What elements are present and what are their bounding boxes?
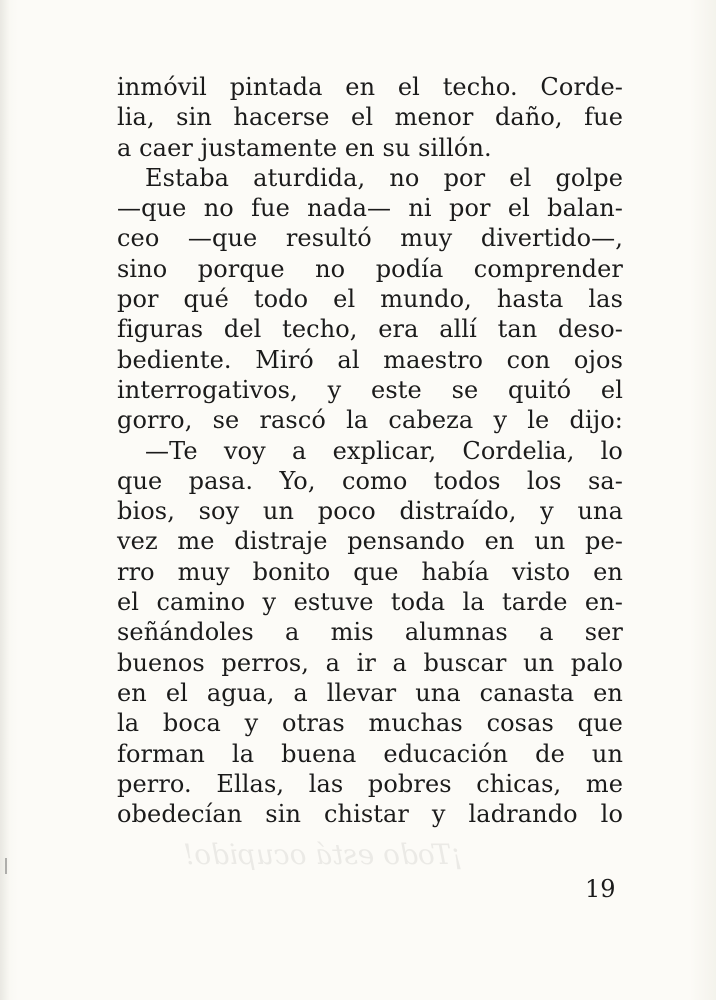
text-line: figuras del techo, era allí tan deso- [117,315,623,344]
text-line: Estaba aturdida, no por el golpe [145,163,623,192]
text-line: en el agua, a llevar una canasta en [117,678,623,707]
text-line: inmóvil pintada en el techo. Corde- [117,73,623,101]
text-line: ceo —que resultó muy divertido—, [117,224,623,253]
text-line: forman la buena educación de un [117,739,623,768]
text-line: —que no fue nada— ni por el balan- [117,194,623,223]
body-text [117,72,623,829]
text-line: señándoles a mis alumnas a ser [117,618,623,647]
edge-mark [5,858,7,874]
text-line: gorro, se rascó la cabeza y le dijo: [117,406,623,435]
text-line: que pasa. Yo, como todos los sa- [117,466,623,495]
text-line: —Te voy a explicar, Cordelia, lo [145,436,623,465]
text-line: el camino y estuve toda la tarde en- [117,588,623,617]
text-line: buenos perros, a ir a buscar un palo [117,648,623,677]
text-line: bediente. Miró al maestro con ojos [117,345,623,374]
text-line: sino porque no podía comprender [117,254,623,283]
text-line: por qué todo el mundo, hasta las [117,285,623,314]
text-line: bios, soy un poco distraído, y una [117,497,623,526]
text-line: lia, sin hacerse el menor daño, fue [117,103,623,132]
spine-shadow [0,0,10,1000]
text-line: vez me distraje pensando en un pe- [117,527,623,556]
page-number: 19 [585,875,616,903]
text-line: obedecían sin chistar y ladrando lo [117,800,623,829]
text-line: a caer justamente en su sillón. [117,133,492,162]
text-line: perro. Ellas, las pobres chicas, me [117,769,623,798]
text-line: interrogativos, y este se quitó el [117,375,623,404]
text-line: rro muy bonito que había visto en [117,557,623,586]
bleed-through-text: ¡Todo está ocupido! [183,838,463,871]
text-line: la boca y otras muchas cosas que [117,709,623,738]
